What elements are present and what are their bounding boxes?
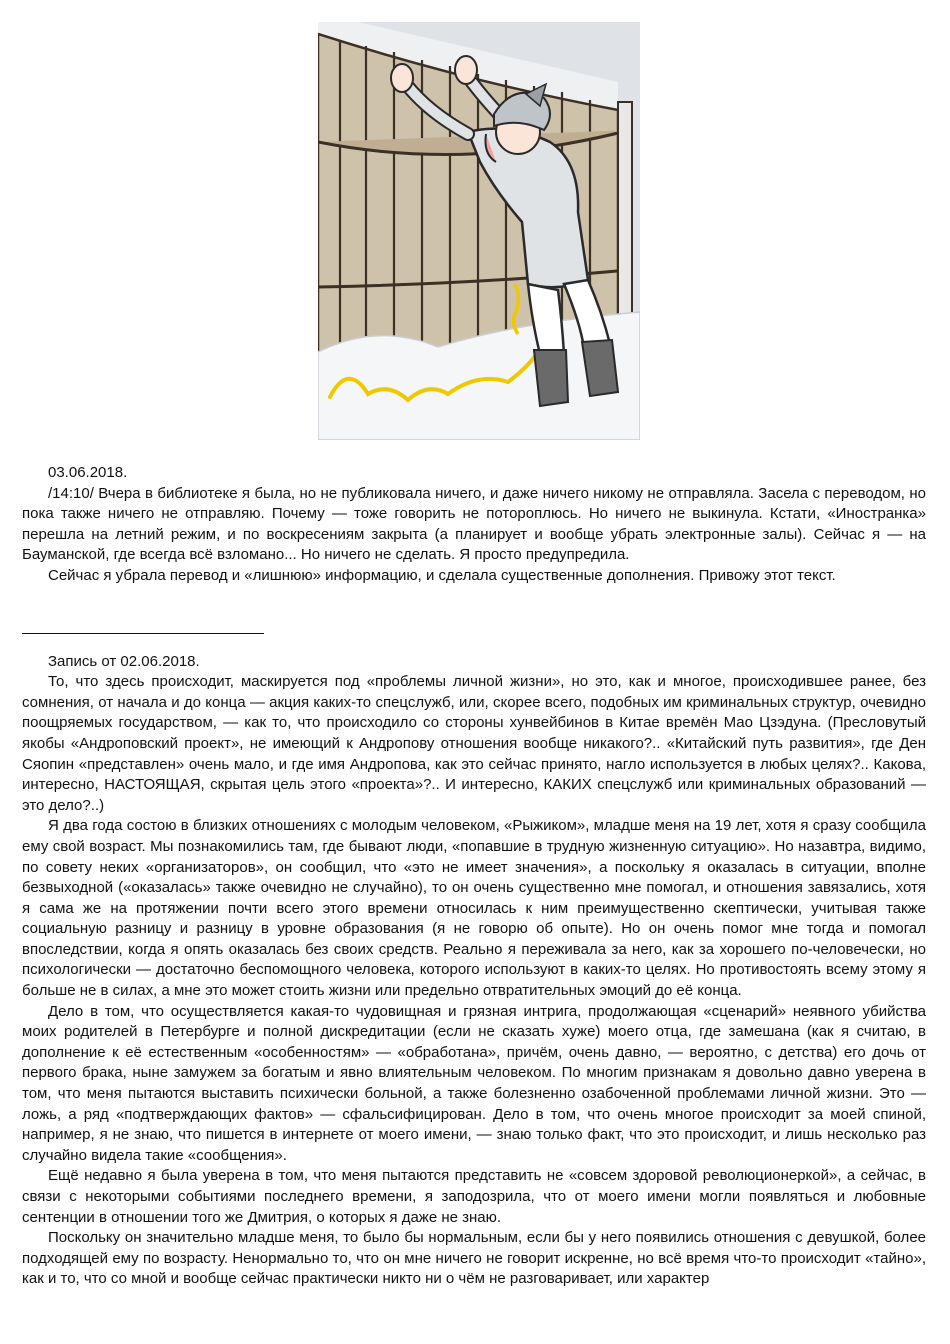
document-text (22, 463, 926, 1290)
post-paragraph: /14:10/ Вчера в библиотеке я была, но не публиковала ничего, и даже ничего никому не отправляла. Засела с переводом, но пока также ничего не отправляю. Почему — тоже говорить не потороплюсь. Но ничего не выкинула. Кстати, «Иностранка» перешла на летний режим, и по воскресениям закрыта (а планирует и вообще убрать электронные залы). Сейчас я — на Бауманской, где всегда всё взломано... Но ничего не сделать. Я просто предупредила. (22, 484, 926, 564)
post-date: 03.06.2018. (48, 464, 128, 481)
entry-paragraph: Дело в том, что осуществляется какая-то чудовищная и грязная интрига, продолжающая «сценарий» неявного убийства моих родителей в Петербурге и полной дискредитации (если не сказать хуже) моего отца, где замешана (как я считаю, в дополнение к её естественным «особенностям» — «обработана», причём, очень давно, — вероятно, с детства) его дочь от первого брака, ныне замужем за богатым и явно влиятельным человеком. По многим признакам я довольно давно уверена в том, что меня пытаются выставить психически больной, а также болезненно озабоченной проблемами личной жизни. Это — ложь, а ряд «подтверждающих фактов» — сфальсифицирован. Дело в том, что очень многое происходит за моей спиной, например, я не знаю, что пишется в интернете от моего имени, — знаю только факт, что это происходит, и лишь несколько раз случайно видела такие «сообщения». (22, 1002, 926, 1164)
entry-paragraph: Я два года состою в близких отношениях с молодым человеком, «Рыжиком», младше меня на 19 лет, хотя я сразу сообщила ему свой возраст. Мы познакомились там, где бывают люди, «попавшие в трудную жизненную ситуацию». Но назавтра, видимо, по совету неких «организаторов», он сообщил, что «это не имеет значения», а поскольку я оказалась в ситуации, вполне безвыходной («оказалась» также очевидно не случайно), то он очень существенно мне помогал, и отношения завязались, хотя я сама же на протяжении почти всего этого времени относилась к ним преимущественно скептически, учитывая также социальную разницу и разницу в уровне образования (я не говорю об опыте). Но он очень помог мне тогда и помогал впоследствии, когда я опять оказалась без своих средств. Реально я переживала за него, как за хорошего по-человечески, но психологически — достаточно беспомощного человека, которого используют в каких-то целях. Но противостоять всему этому я больше не в силах, а мне это может стоить жизни или предельно отвратительных эмоций до её конца. (22, 817, 926, 1000)
entry-paragraph: Поскольку он значительно младше меня, то было бы нормальным, если бы у него появились отношения с девушкой, более подходящей ему по возрасту. Ненормально то, что он мне ничего не говорит искренне, но всё время что-то происходит «тайно», как и то, что со мной и вообще сейчас практически никто ни о чём не разговаривает, или характер (22, 1229, 926, 1288)
entry-paragraph: То, что здесь происходит, маскируется под «проблемы личной жизни», но это, как и многое, происходившее ранее, без сомнения, от начала и до конца — акция каких-то спецслужб, или, скорее всего, подобных им криминальных структур, очевидно поощряемых государством, — как то, что происходило со стороны хунвейбинов в Китае времён Мао Цзэдуна. (Пресловутый якобы «Андроповский проект», не имеющий к Андропову отношения вообще никакого?.. «Китайский путь развития», где Ден Сяопин «представлен» очень мало, и где имя Андропова, как это сейчас принято, нагло используется в любых целях?.. Какова, интересно, НАСТОЯЩАЯ, скрытая цель этого «проекта»?.. И интересно, КАКИХ спецслужб или криминальных образований — это дело?..) (22, 673, 926, 814)
entry-paragraph: Ещё недавно я была уверена в том, что меня пытаются представить не «совсем здоровой революционеркой», а сейчас, в связи с некоторыми событиями последнего времени, я заподозрила, что от моего имени могли появляться и любовные сентенции в отношении того же Дмитрия, о которых я даже не знаю. (22, 1167, 926, 1226)
entry-heading: Запись от 02.06.2018. (48, 652, 200, 670)
cartoon-illustration (318, 22, 640, 440)
section-divider (22, 633, 264, 634)
cartoon-drawing (318, 22, 640, 440)
post-paragraph: Сейчас я убрала перевод и «лишнюю» информацию, и сделала существенные дополнения. Привожу этот текст. (48, 566, 836, 584)
